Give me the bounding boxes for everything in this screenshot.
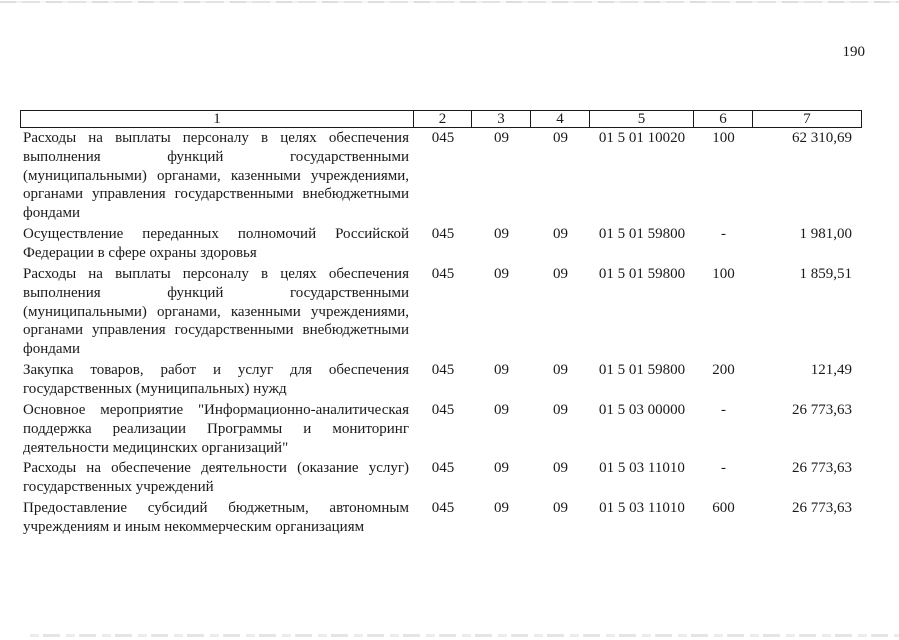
description-line: государственных учреждений bbox=[23, 479, 214, 496]
scan-edge-top bbox=[0, 1, 899, 3]
row-name-cell bbox=[21, 361, 414, 399]
target-item-code-cell: 01 5 01 59800 bbox=[598, 265, 686, 282]
section-code-cell: 09 bbox=[494, 500, 509, 517]
description-line: Расходы на выплаты персоналу в целях обеспечения bbox=[23, 130, 409, 146]
expense-type-code-cell: - bbox=[721, 226, 726, 243]
description-line: Основное мероприятие "Информационно-аналитическая bbox=[23, 401, 409, 418]
description-line: органами управления государственными внебюджетными bbox=[23, 186, 409, 203]
subsection-code-cell: 09 bbox=[553, 226, 568, 243]
section-code-cell: 09 bbox=[494, 401, 509, 418]
table-row bbox=[21, 225, 861, 265]
row-name-cell bbox=[21, 499, 414, 537]
section-code-cell: 09 bbox=[494, 130, 509, 146]
row-name-cell bbox=[21, 265, 414, 359]
subsection-code-cell: 09 bbox=[553, 401, 568, 418]
target-item-code-cell: 01 5 03 11010 bbox=[599, 460, 685, 477]
section-code-cell: 09 bbox=[494, 460, 509, 477]
description-line: фондами bbox=[23, 205, 81, 222]
amount-cell: 1 981,00 bbox=[799, 226, 852, 243]
description-line: деятельности медицинских организаций" bbox=[23, 439, 289, 456]
subsection-code-cell: 09 bbox=[553, 362, 568, 379]
grbs-code-cell: 045 bbox=[431, 362, 455, 379]
description-line: Закупка товаров, работ и услуг для обеспечения bbox=[23, 362, 409, 379]
description-line: выполнения функций государственными bbox=[23, 284, 409, 301]
row-name-cell bbox=[21, 225, 414, 263]
grbs-code-cell: 045 bbox=[431, 265, 455, 282]
table-row bbox=[21, 459, 861, 499]
description-line: Расходы на обеспечение деятельности (оказание услуг) bbox=[23, 460, 409, 477]
expense-type-code-cell: 600 bbox=[712, 500, 735, 517]
target-item-code-cell: 01 5 03 00000 bbox=[598, 401, 686, 418]
description-line: Расходы на выплаты персоналу в целях обеспечения bbox=[23, 265, 409, 282]
section-code-cell: 09 bbox=[494, 362, 509, 379]
row-name-cell bbox=[21, 401, 414, 457]
page-number: 190 bbox=[842, 44, 865, 60]
subsection-code-cell: 09 bbox=[553, 130, 568, 146]
amount-cell: 26 773,63 bbox=[792, 401, 852, 418]
target-item-code-cell: 01 5 01 59800 bbox=[598, 226, 686, 243]
section-code-cell: 09 bbox=[494, 226, 509, 243]
table-body bbox=[21, 129, 861, 539]
table-row bbox=[21, 361, 861, 401]
description-line: Предоставление субсидий бюджетным, автономным bbox=[23, 500, 409, 517]
description-line: выполнения функций государственными bbox=[23, 148, 409, 165]
column-number-5: 5 bbox=[590, 111, 694, 127]
grbs-code-cell: 045 bbox=[431, 130, 455, 146]
table-row bbox=[21, 129, 861, 225]
table-row bbox=[21, 265, 861, 361]
description-line: учреждениям и иным некоммерческим организациям bbox=[23, 519, 365, 536]
description-line: Федерации в сфере охраны здоровья bbox=[23, 244, 257, 261]
description-line: Осуществление переданных полномочий Российской bbox=[23, 226, 409, 243]
description-line: органами управления государственными внебюджетными bbox=[23, 322, 409, 339]
description-line: государственных (муниципальных) нужд bbox=[23, 380, 287, 397]
amount-cell: 1 859,51 bbox=[799, 265, 852, 282]
target-item-code-cell: 01 5 01 10020 bbox=[598, 130, 686, 146]
column-number-6: 6 bbox=[694, 111, 753, 127]
grbs-code-cell: 045 bbox=[431, 500, 455, 517]
column-number-2: 2 bbox=[414, 111, 472, 127]
expense-type-code-cell: 100 bbox=[712, 130, 735, 146]
amount-cell: 121,49 bbox=[810, 362, 852, 379]
table-header-row bbox=[20, 110, 862, 128]
grbs-code-cell: 045 bbox=[431, 401, 455, 418]
row-name-cell bbox=[21, 459, 414, 497]
target-item-code-cell: 01 5 01 59800 bbox=[598, 362, 686, 379]
expense-type-code-cell: 100 bbox=[712, 265, 735, 282]
description-line: поддержка реализации Программы и мониторинг bbox=[23, 420, 409, 437]
column-number-3: 3 bbox=[472, 111, 531, 127]
amount-cell: 62 310,69 bbox=[792, 130, 852, 146]
description-line: фондами bbox=[23, 341, 81, 358]
grbs-code-cell: 045 bbox=[431, 460, 455, 477]
subsection-code-cell: 09 bbox=[553, 460, 568, 477]
row-name-cell bbox=[21, 129, 414, 223]
subsection-code-cell: 09 bbox=[553, 500, 568, 517]
column-number-7: 7 bbox=[803, 111, 811, 127]
amount-cell: 26 773,63 bbox=[792, 500, 852, 517]
section-code-cell: 09 bbox=[494, 265, 509, 282]
table-row bbox=[21, 401, 861, 460]
subsection-code-cell: 09 bbox=[553, 265, 568, 282]
grbs-code-cell: 045 bbox=[431, 226, 455, 243]
expense-type-code-cell: - bbox=[721, 460, 726, 477]
description-line: (муниципальными) органами, казенными учреждениями, bbox=[23, 167, 409, 184]
description-line: (муниципальными) органами, казенными учреждениями, bbox=[23, 303, 409, 320]
column-number-1: 1 bbox=[21, 111, 414, 127]
expense-type-code-cell: - bbox=[721, 401, 726, 418]
target-item-code-cell: 01 5 03 11010 bbox=[599, 500, 685, 517]
column-number-4: 4 bbox=[531, 111, 590, 127]
expense-type-code-cell: 200 bbox=[712, 362, 735, 379]
table-row bbox=[21, 499, 861, 539]
amount-cell: 26 773,63 bbox=[792, 460, 852, 477]
scan-edge-bottom bbox=[30, 634, 899, 637]
